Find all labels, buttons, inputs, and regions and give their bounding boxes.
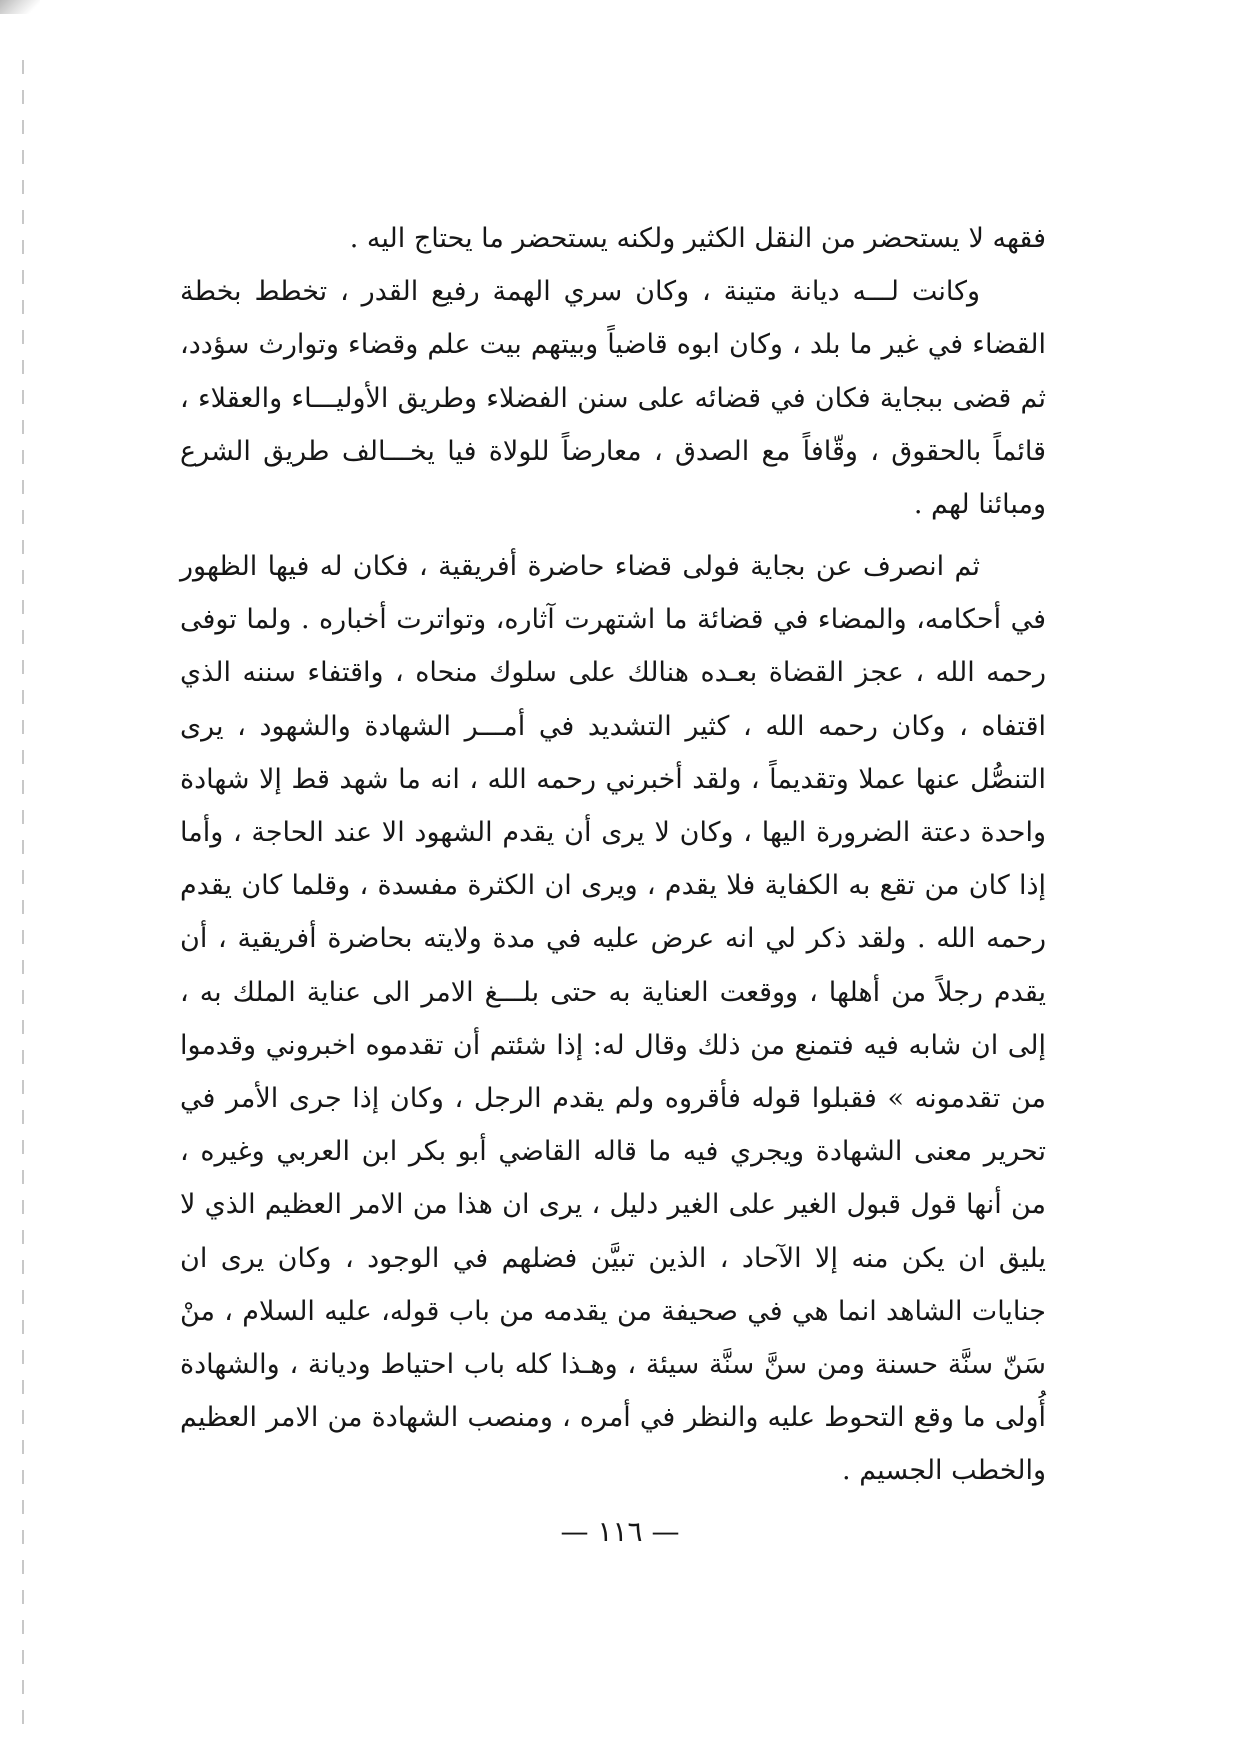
text-block-main (180, 540, 1046, 1498)
scan-corner-mark (0, 0, 40, 14)
paragraph-continuation: فقهه لا يستحضر من النقل الكثير ولكنه يستحضر ما يحتاج اليه . (349, 223, 1046, 254)
scan-binding-edge (22, 60, 24, 1740)
page-number: — ١١٦ — (560, 1515, 680, 1548)
text-block-top (180, 212, 1046, 531)
paragraph-ifriqiya-judiciary: ثم انصرف عن بجاية فولى قضاء حاضرة أفريقية ، فكان له فيها الظهور في أحكامه، والمضاء في قضائة ما اشتهرت آثاره، وتواترت أخباره . ولما توفى رحمه الله ، عجز القضاة بعـده هنالك على سلوك منحاه ، واقتفاء سننه الذي اقتفاه ، وكان رحمه الله ، كثير التشديد في أمـــر الشهادة والشهود ، يرى التنصُّل عنها عملا وتقديماً ، ولقد أخبرني رحمه الله ، انه ما شهد قط إلا شهادة واحدة دعتة الضرورة اليها ، وكان لا يرى أن يقدم الشهود الا عند الحاجة ، وأما إذا كان من تقع به الكفاية فلا يقدم ، ويرى ان الكثرة مفسدة ، وقلما كان يقدم رحمه الله . ولقد ذكر لي انه عرض عليه في مدة ولايته بحاضرة أفريقية ، أن يقدم رجلاً من أهلها ، ووقعت العناية به حتى بلـــغ الامر الى عناية الملك به ، إلى ان شابه فيه فتمنع من ذلك وقال له: إذا شئتم أن تقدموه اخبروني وقدموا من تقدمونه » فقبلوا قوله فأقروه ولم يقدم الرجل ، وكان إذا جرى الأمر في تحرير معنى الشهادة ويجري فيه ما قاله القاضي أبو بكر ابن العربي وغيره ، من أنها قول قبول الغير على الغير دليل ، يرى ان هذا من الامر العظيم الذي لا يليق ان يكن منه إلا الآحاد ، الذين تبيَّن فضلهم في الوجود ، وكان يرى ان جنايات الشاهد انما هي في صحيفة من يقدمه من باب قوله، عليه السلام ، منْ سَنّ سنَّة حسنة ومن سنَّ سنَّة سيئة ، وهـذا كله باب احتياط وديانة ، والشهادة أُولى ما وقع التحوط عليه والنظر في أمره ، ومنصب الشهادة من الامر العظيم والخطب الجسيم . (180, 551, 1046, 1487)
paragraph-religion-and-judiciary: وكانت لـــه ديانة متينة ، وكان سري الهمة رفيع القدر ، تخطط بخطة القضاء في غير ما بلد ، وكان ابوه قاضياً وبيتهم بيت علم وقضاء وتوارث سؤدد، ثم قضى ببجاية فكان في قضائه على سنن الفضلاء وطريق الأوليـــاء والعقلاء ، قائماً بالحقوق ، وقّافاً مع الصدق ، معارضاً للولاة فيا يخـــالف طريق الشرع ومبائنا لهم . (180, 276, 1046, 521)
